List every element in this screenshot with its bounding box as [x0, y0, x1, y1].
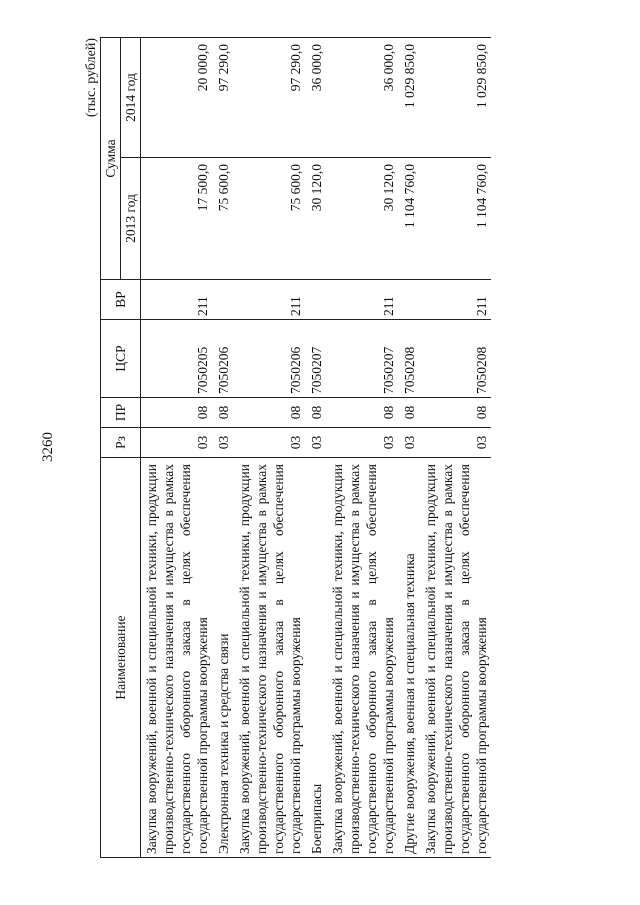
header-sum: Сумма: [101, 37, 121, 279]
row-name: Закупка вооружений, военной и специальной техники, продукции производственно-технического назначения и имущества в рамках государственного оборонного заказа в целях обеспечения государственной программы вооружения: [327, 458, 398, 858]
row-pr: 08: [141, 398, 213, 428]
row-sum-2013: 30 120,0: [305, 158, 327, 280]
row-sum-2014: 97 290,0: [234, 37, 305, 157]
header-row: [101, 37, 121, 857]
row-csr: 7050207: [327, 320, 398, 398]
row-pr: 08: [327, 398, 398, 428]
table-row: [398, 37, 420, 857]
table-row: [141, 37, 213, 857]
row-pr: 08: [420, 398, 491, 428]
header-name: Наименование: [101, 458, 141, 858]
row-rz: 03: [212, 428, 234, 458]
row-vr: [398, 280, 420, 320]
row-rz: 03: [420, 428, 491, 458]
row-sum-2013: 1 104 760,0: [398, 158, 420, 280]
row-vr: 211: [141, 280, 213, 320]
row-csr: 7050206: [234, 320, 305, 398]
row-sum-2014: 36 000,0: [327, 37, 398, 157]
unit-label: (тыс. рублей): [84, 38, 99, 118]
row-csr: 7050208: [398, 320, 420, 398]
header-year-2014: 2014 год: [121, 37, 141, 157]
row-pr: 08: [398, 398, 420, 428]
row-csr: 7050208: [420, 320, 491, 398]
table-row: [305, 37, 327, 857]
row-sum-2014: 20 000,0: [141, 37, 213, 157]
row-name: Закупка вооружений, военной и специальной техники, продукции производственно-технического назначения и имущества в рамках государственного оборонного заказа в целях обеспечения государственной программы вооружения: [234, 458, 305, 858]
row-sum-2014: 1 029 850,0: [398, 37, 420, 157]
row-pr: 08: [212, 398, 234, 428]
row-sum-2013: 1 104 760,0: [420, 158, 491, 280]
budget-table: [100, 37, 491, 858]
row-sum-2013: 75 600,0: [234, 158, 305, 280]
header-rz: Рз: [101, 428, 141, 458]
table-row: [234, 37, 305, 857]
row-vr: 211: [327, 280, 398, 320]
page-number: 3260: [40, 432, 56, 462]
row-sum-2014: 36 000,0: [305, 37, 327, 157]
row-csr: 7050206: [212, 320, 234, 398]
header-csr: ЦСР: [101, 320, 141, 398]
row-vr: 211: [234, 280, 305, 320]
header-pr: ПР: [101, 398, 141, 428]
header-year-2013: 2013 год: [121, 158, 141, 280]
row-sum-2013: 75 600,0: [212, 158, 234, 280]
row-rz: 03: [398, 428, 420, 458]
row-name: Боеприпасы: [305, 458, 327, 858]
header-vr: ВР: [101, 280, 141, 320]
table-row: [212, 37, 234, 857]
row-name: Закупка вооружений, военной и специальной техники, продукции производственно-технического назначения и имущества в рамках государственного оборонного заказа в целях обеспечения государственной программы вооружения: [141, 458, 213, 858]
row-csr: 7050207: [305, 320, 327, 398]
row-rz: 03: [305, 428, 327, 458]
row-csr: 7050205: [141, 320, 213, 398]
rotated-page-content: [86, 38, 606, 858]
row-vr: [212, 280, 234, 320]
row-sum-2013: 30 120,0: [327, 158, 398, 280]
row-pr: 08: [305, 398, 327, 428]
row-vr: 211: [420, 280, 491, 320]
table-row: [327, 37, 398, 857]
row-vr: [305, 280, 327, 320]
row-sum-2014: 97 290,0: [212, 37, 234, 157]
row-name: Электронная техника и средства связи: [212, 458, 234, 858]
row-name: Закупка вооружений, военной и специальной техники, продукции производственно-технического назначения и имущества в рамках государственного оборонного заказа в целях обеспечения государственной программы вооружения: [420, 458, 491, 858]
table-row: [420, 37, 491, 857]
row-sum-2013: 17 500,0: [141, 158, 213, 280]
row-rz: 03: [141, 428, 213, 458]
row-pr: 08: [234, 398, 305, 428]
row-name: Другие вооружения, военная и специальная техника: [398, 458, 420, 858]
row-sum-2014: 1 029 850,0: [420, 37, 491, 157]
row-rz: 03: [327, 428, 398, 458]
row-rz: 03: [234, 428, 305, 458]
